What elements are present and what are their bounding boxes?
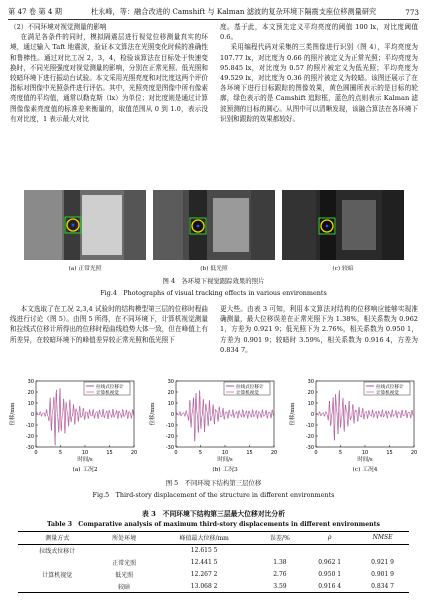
y-tick-label: 20 (167, 389, 174, 396)
table3-title-en: Table 3 Comparative analysis of maximum third-story displacements in different environments (47, 521, 380, 528)
legend-label: 拉线式位移计 (236, 384, 264, 390)
y-tick-label: 30 (27, 378, 34, 385)
y-tick-label: 0 (310, 411, 314, 418)
x-tick-label: 0 (174, 450, 178, 456)
table-cell: 12.615 5 (190, 547, 218, 555)
left-column (10, 22, 208, 124)
article-running-title: 杜永峰，等：融合改进的 Camshift 与 Kalman 滤波的复杂环境下隔震支座位移测量研究 (90, 7, 377, 16)
x-axis-label: 时间/s (217, 457, 233, 463)
legend-label: 拉线式位移计 (376, 384, 404, 390)
table-cell: 低光照 (115, 571, 134, 579)
table-cell: 12.441 5 (190, 558, 218, 566)
chart-subcaption: (c) 工况4 (352, 467, 378, 473)
table-cell: 1.38 (273, 558, 287, 566)
y-tick-label: -30 (165, 444, 174, 451)
x-tick-label: 20 (130, 450, 138, 456)
x-tick-label: 5 (338, 450, 343, 456)
y-tick-label: 20 (307, 389, 314, 396)
middle-left-paragraph: 本文选取了在工况 2,3,4 试验时的结构模型第三层的位移时程曲线进行讨论（图 5）。由图 5 所得，在不同环境下，计算机视觉测量和拉线式位移计所得出的位移时程曲线趋势大体一致，但在峰值上有所差异，在较暗环境下的峰值差异较正常光照和低光照下 (10, 305, 208, 344)
y-tick-label: -10 (25, 422, 34, 429)
table-row (18, 544, 409, 556)
y-tick-label: 30 (307, 378, 314, 385)
y-tick-label: -20 (305, 433, 314, 440)
chart-subcaption: (a) 工况2 (72, 467, 98, 473)
x-axis-label: 时间/s (357, 457, 373, 463)
x-tick-label: 15 (246, 450, 253, 456)
x-tick-label: 15 (106, 450, 113, 456)
y-tick-label: 0 (170, 411, 174, 418)
right-column (220, 22, 418, 124)
photo-low-light (153, 190, 275, 260)
col-header: NMSE (356, 532, 409, 545)
y-tick-label: 0 (30, 411, 34, 418)
y-tick-label: -20 (25, 433, 34, 440)
col-header: 测量方式 (18, 532, 97, 545)
series-line-sensor (176, 391, 274, 442)
figure5-caption-en: Fig.5 Third-story displacement of the structure in different environments (92, 491, 335, 499)
legend-label: 计算机视觉 (96, 390, 119, 396)
col-header: 峰值最大位移/mm (152, 532, 257, 545)
section-heading: （2）不同环境对视觉测量的影响 (10, 23, 107, 31)
middle-right-text (220, 304, 418, 355)
table-cell: 0.921 9 (371, 558, 394, 566)
y-tick-label: 10 (167, 400, 174, 407)
y-tick-label: -30 (305, 444, 314, 451)
middle-left-text (10, 304, 208, 345)
y-tick-label: -30 (25, 444, 34, 451)
table-cell (18, 557, 97, 569)
table-cell: 正常光照 (112, 559, 137, 567)
page-number: 773 (405, 8, 419, 17)
table-cell: 拉线式位移计 (39, 548, 76, 556)
table-row (18, 557, 409, 569)
y-axis-label: 位移/mm (10, 402, 16, 426)
table-cell: 0.916 4 (303, 580, 356, 592)
table-cell: 12.267 2 (190, 570, 218, 578)
photo-caption-b: (b) 低光照 (200, 266, 228, 272)
photo-caption-a: (a) 正常光照 (68, 266, 102, 272)
table-cell: 0.901 9 (371, 570, 394, 578)
x-tick-label: 5 (198, 450, 203, 456)
chart-subcaption: (b) 工况3 (212, 467, 238, 473)
table-row (18, 568, 409, 580)
photo-caption-c: (c) 较暗 (332, 266, 354, 272)
chart-case-3 (148, 375, 278, 475)
table-cell: 2.76 (273, 570, 287, 578)
table-cell (97, 544, 152, 556)
x-axis-label: 时间/s (77, 457, 93, 463)
legend-label: 拉线式位移计 (96, 384, 124, 390)
series-line-vision (36, 390, 134, 444)
y-tick-label: 10 (27, 400, 34, 407)
legend-label: 计算机视觉 (376, 390, 399, 396)
left-paragraph: 在满足各条件的同时，模拟隔震层进行视觉位移测量真实的环境，通过输入 Taft 地震波，验证本文算法在光照变化时候的准确性和鲁棒性。通过对比工况 2，3，4，检验该算法在目标处于快速变换时，不同光照强度对视觉测量的影响，分别在正常光照、低光照和较暗环境下进行振动台试验。本文采用光照亮度和对比度这两个评价指标对图像中光照条件进行评估。其中，光照亮度是图像中所有像素亮度值的平均值，通常以勒克斯（lx）为单位；对比度则是通过计算图像像素亮度值的标准差来衡量的，取值范围从 0 到 1.0，表示没有对比度，1 表示最大对比 (10, 33, 208, 123)
table-header-row (18, 532, 409, 545)
table-cell: 0.962 1 (318, 558, 342, 566)
table-cell: 3.59 (257, 580, 304, 592)
col-header: 所处环境 (97, 532, 152, 545)
y-tick-label: -20 (165, 433, 174, 440)
legend-label: 计算机视觉 (236, 390, 259, 396)
table-cell: 0.950 1 (318, 570, 342, 578)
running-header (8, 5, 419, 17)
y-tick-label: 10 (307, 400, 314, 407)
x-tick-label: 10 (221, 450, 229, 456)
photo-normal-light (24, 190, 146, 260)
col-header: 误差/% (257, 532, 304, 545)
x-tick-label: 20 (410, 450, 418, 456)
header-rule (8, 19, 419, 20)
table-cell: 计算机视觉 (42, 571, 73, 579)
table-cell: 较暗 (97, 580, 152, 592)
figure5-caption-cn: 图 5 不同环境下结构第三层位移 (165, 479, 262, 487)
table-cell (356, 544, 409, 556)
table-cell (18, 580, 97, 592)
table3 (18, 508, 409, 593)
y-tick-label: -10 (165, 422, 174, 429)
journal-volume: 第 47 卷 第 4 期 (8, 7, 62, 16)
table-cell (257, 544, 304, 556)
x-tick-label: 10 (81, 450, 89, 456)
y-tick-label: 20 (27, 389, 34, 396)
table-cell (303, 544, 356, 556)
y-tick-label: 30 (167, 378, 174, 385)
right-paragraph-2: 采用编程代码对采集的三类图像进行识别（图 4），平均亮度为 107.77 lx，对比度为 0.66 的照片被定义为正常光照；平均亮度为 95.845 lx，对比度为 0.57 的照片被定义为低光照；平均亮度为 49.529 lx，对比度为 0.36 的照片被定义为较暗。该图还展示了在各环境下进行目标跟踪的图像效果，黄色圆圈所表示的是目标的轮廓，绿色表示的是 Camshift 追踪框，蓝色的点则表示 Kalman 滤波预测的目标的圆心。从图中可以清晰发现，该融合算法在各环境下识别和跟踪的效果都较好。 (220, 43, 418, 123)
series-line-sensor (316, 390, 414, 440)
table-cell: 0.834 7 (356, 580, 409, 592)
photo-dark (282, 190, 404, 260)
y-axis-label: 位移/mm (150, 402, 156, 426)
x-tick-label: 5 (58, 450, 63, 456)
x-tick-label: 10 (361, 450, 369, 456)
table-cell: 13.068 2 (152, 580, 257, 592)
y-tick-label: -10 (305, 422, 314, 429)
x-tick-label: 0 (34, 450, 38, 456)
middle-right-paragraph: 更大些。由表 3 可知，利用本文算法对结构的位移响应能够实现准确测量，最大位移误差在正常光照下为 1.38%，相关系数为 0.962 1，方差为 0.921 9；低光照下为 2.76%，相关系数为 0.950 1，方差为 0.901 9；较暗时 3.59%，相关系数为 0.916 4，方差为 0.834 7。 (220, 305, 418, 354)
right-paragraph-1: 度。基于此，本文预先定义平均亮度的阈值 100 lx，对比度阈值 0.6。 (220, 23, 418, 42)
x-tick-label: 0 (314, 450, 318, 456)
x-tick-label: 15 (386, 450, 393, 456)
x-tick-label: 20 (270, 450, 278, 456)
table-row (18, 580, 409, 592)
chart-case-4 (288, 375, 418, 475)
figure4-caption-en: Fig.4 Photographs of visual tracking effects in various environments (100, 289, 327, 297)
table3-grid (18, 531, 409, 593)
figure4-caption-cn: 图 4 各环境下视觉跟踪效果的照片 (162, 277, 265, 285)
col-header: ρ (303, 532, 356, 545)
y-axis-label: 位移/mm (290, 402, 296, 426)
table3-title-cn: 表 3 不同环境下结构第三层最大位移对比分析 (141, 510, 286, 518)
series-line-vision (316, 393, 414, 437)
chart-case-2 (8, 375, 138, 475)
